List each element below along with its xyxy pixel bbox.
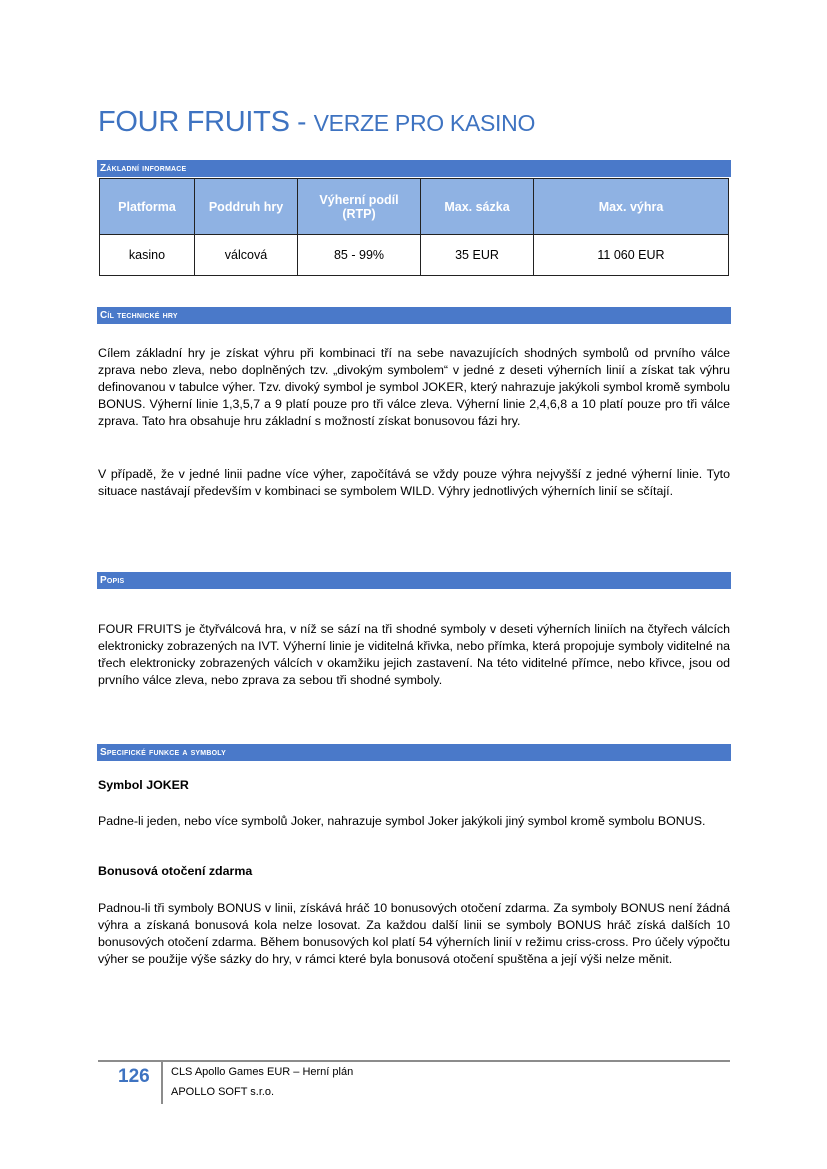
footer-divider <box>98 1060 730 1062</box>
bonus-heading: Bonusová otočení zdarma <box>98 864 253 878</box>
footer-vertical-divider <box>161 1062 163 1104</box>
title-subtitle: VERZE PRO KASINO <box>313 110 536 136</box>
info-header-platform: Platforma <box>100 179 195 235</box>
page-number: 126 <box>118 1066 150 1087</box>
title-separator: - <box>289 106 314 137</box>
info-cell-max-bet: 35 EUR <box>421 235 534 276</box>
section-bar-goal: Cíl technické hry <box>97 307 731 324</box>
info-cell-platform: kasino <box>100 235 195 276</box>
joker-heading: Symbol JOKER <box>98 778 189 792</box>
info-header-max-win: Max. výhra <box>534 179 729 235</box>
goal-paragraph-2: V případě, že v jedné linii padne více výher, započítává se vždy pouze výhra nejvyšší z jedné výherní linie. Tyto situace nastávají především v kombinaci se symbolem WILD. Výhry jednotlivých výherních linií se sčítají. <box>98 467 730 498</box>
info-cell-subtype: válcová <box>195 235 298 276</box>
section-bar-special: Specifické funkce a symboly <box>97 744 731 761</box>
footer-line-2: APOLLO SOFT s.r.o. <box>171 1086 275 1098</box>
info-header-max-bet: Max. sázka <box>421 179 534 235</box>
info-table <box>99 178 729 276</box>
title-main: FOUR FRUITS <box>98 106 290 138</box>
page-title <box>98 106 535 139</box>
description-paragraph: FOUR FRUITS je čtyřválcová hra, v níž se sází na tři shodné symboly v deseti výherních liniích na čtyřech válcích elektronicky zobrazených na IVT. Výherní linie je viditelná křivka, nebo přímka, která propojuje symboly viditelné na třech elektronicky zobrazených válcích v okamžiku jejich zastavení. Na této viditelné přímce, nebo křivce, jsou od prvního válce zleva, nebo zprava za sebou tři shodné symboly. <box>98 622 730 687</box>
section-bar-description: Popis <box>97 572 731 589</box>
footer-line-1: CLS Apollo Games EUR – Herní plán <box>171 1066 354 1078</box>
joker-paragraph: Padne-li jeden, nebo více symbolů Joker, nahrazuje symbol Joker jakýkoli jiný symbol kromě symbolu BONUS. <box>98 814 706 828</box>
goal-paragraph-1: Cílem základní hry je získat výhru při kombinaci tří na sebe navazujících shodných symbolů od prvního válce zprava nebo zleva, nebo doplněných tzv. „divokým symbolem“ v jedné z deseti výherních linií a získat tak výhru definovanou v tabulce výher. Tzv. divoký symbol je symbol JOKER, který nahrazuje jakýkoli symbol kromě symbolu BONUS. Výherní linie 1,3,5,7 a 9 platí pouze pro tři válce zleva. Výherní linie 2,4,6,8 a 10 platí pouze pro tři válce zprava. Tato hra obsahuje hru základní s možností získat bonusovou fázi hry. <box>98 346 730 428</box>
info-header-rtp: Výherní podíl (RTP) <box>298 179 421 235</box>
section-bar-basic-info: Základní informace <box>97 160 731 177</box>
info-cell-rtp: 85 - 99% <box>298 235 421 276</box>
info-table-row <box>100 235 729 276</box>
info-header-subtype: Poddruh hry <box>195 179 298 235</box>
info-cell-max-win: 11 060 EUR <box>534 235 729 276</box>
bonus-paragraph: Padnou-li tři symboly BONUS v linii, získává hráč 10 bonusových otočení zdarma. Za symboly BONUS není žádná výhra a získaná bonusová kola nelze losovat. Za každou další linii se symboly BONUS hráč získá dalších 10 bonusových otočení zdarma. Během bonusových kol platí 54 výherních linií v režimu criss-cross. Pro účely výpočtu výher se použije výše sázky do hry, v rámci které byla bonusová otočení spuštěna a její výši nelze měnit. <box>98 901 730 966</box>
info-table-header-row <box>100 179 729 235</box>
